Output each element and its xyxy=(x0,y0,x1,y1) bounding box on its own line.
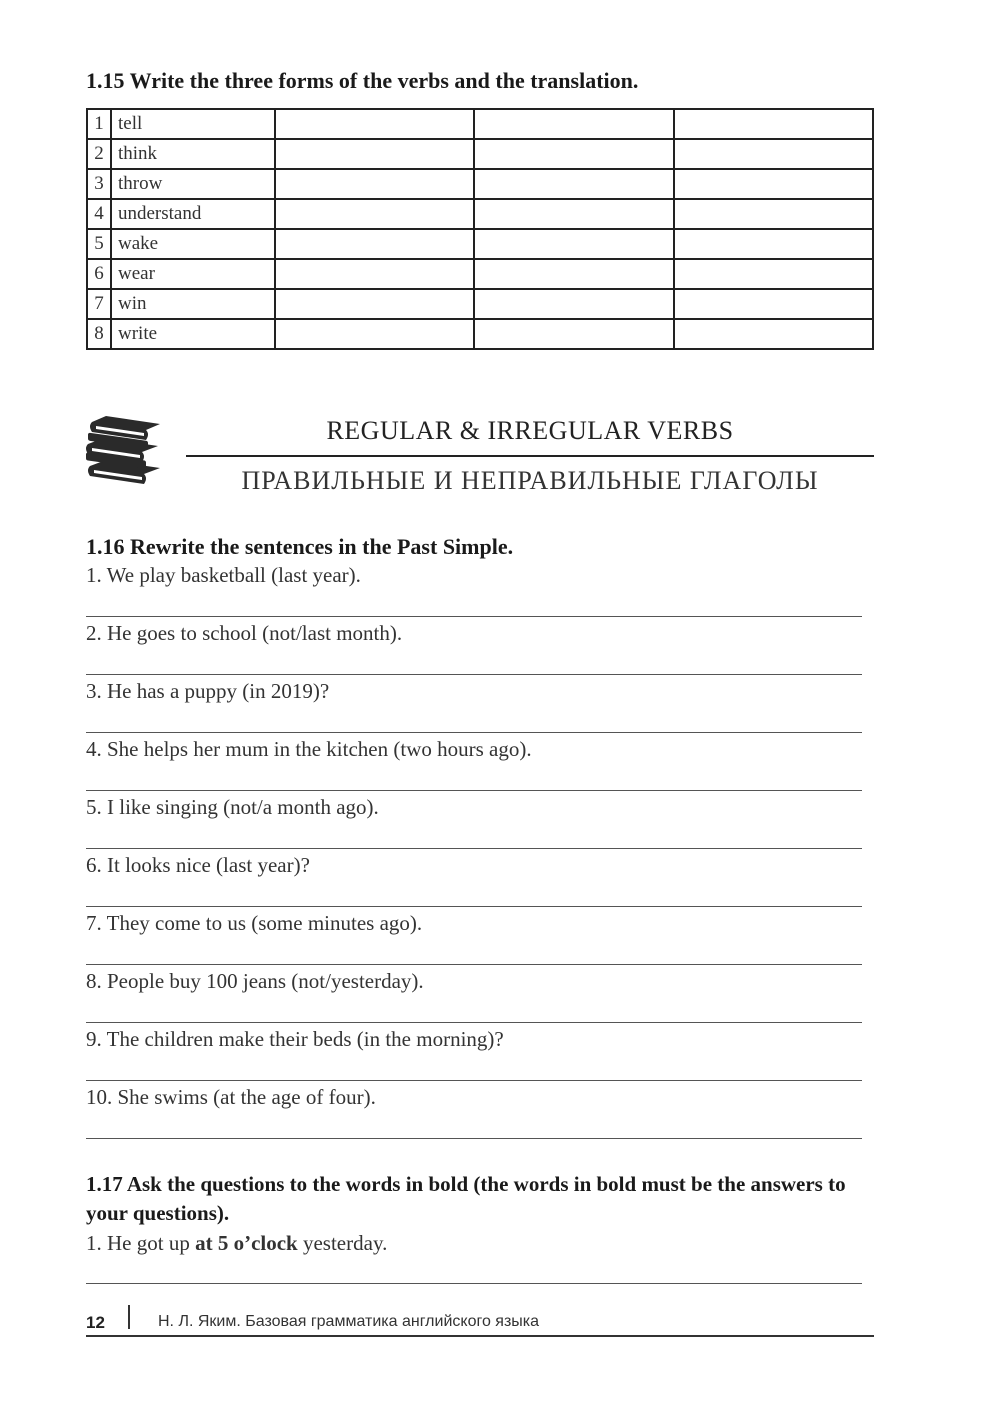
table-row xyxy=(87,139,873,169)
table-row xyxy=(87,169,873,199)
verb-cell: understand xyxy=(111,199,275,229)
sentence-6: 6. It looks nice (last year)? xyxy=(86,853,310,877)
answer-line-8[interactable] xyxy=(86,1022,862,1023)
footer-separator xyxy=(128,1305,130,1329)
verb-cell: tell xyxy=(111,109,275,139)
sentence-10: 10. She swims (at the age of four). xyxy=(86,1085,376,1109)
table-row xyxy=(87,229,873,259)
translation-cell[interactable] xyxy=(674,229,873,259)
answer-line-7[interactable] xyxy=(86,964,862,965)
verb-cell: think xyxy=(111,139,275,169)
sentence-8: 8. People buy 100 jeans (not/yesterday). xyxy=(86,969,424,993)
verb-cell: throw xyxy=(111,169,275,199)
sentence-7: 7. They come to us (some minutes ago). xyxy=(86,911,423,935)
past-simple-cell[interactable] xyxy=(275,259,474,289)
section-divider xyxy=(186,455,874,457)
row-number: 5 xyxy=(87,229,111,259)
translation-cell[interactable] xyxy=(674,319,873,349)
row-number: 8 xyxy=(87,319,111,349)
row-number: 2 xyxy=(87,139,111,169)
task-1-15-title: 1.15 Write the three forms of the verbs and the translation. xyxy=(86,68,639,93)
answer-line-10[interactable] xyxy=(86,1138,862,1139)
past-participle-cell[interactable] xyxy=(474,109,673,139)
verb-cell: write xyxy=(111,319,275,349)
translation-cell[interactable] xyxy=(674,139,873,169)
row-number: 3 xyxy=(87,169,111,199)
verb-cell: win xyxy=(111,289,275,319)
answer-line-6[interactable] xyxy=(86,906,862,907)
past-simple-cell[interactable] xyxy=(275,169,474,199)
table-row xyxy=(87,319,873,349)
past-simple-cell[interactable] xyxy=(275,289,474,319)
section-title-en: REGULAR & IRREGULAR VERBS xyxy=(326,416,734,445)
past-participle-cell[interactable] xyxy=(474,139,673,169)
section-title-ru: ПРАВИЛЬНЫЕ И НЕПРАВИЛЬНЫЕ ГЛАГОЛЫ xyxy=(241,466,819,495)
answer-line-1[interactable] xyxy=(86,616,862,617)
translation-cell[interactable] xyxy=(674,109,873,139)
past-simple-cell[interactable] xyxy=(275,199,474,229)
past-participle-cell[interactable] xyxy=(474,259,673,289)
past-participle-cell[interactable] xyxy=(474,319,673,349)
past-simple-cell[interactable] xyxy=(275,109,474,139)
past-participle-cell[interactable] xyxy=(474,169,673,199)
row-number: 7 xyxy=(87,289,111,319)
page-number: 12 xyxy=(86,1313,105,1332)
task-1-16-title: 1.16 Rewrite the sentences in the Past Simple. xyxy=(86,534,514,559)
sentence-text: 1. He got up xyxy=(86,1231,196,1255)
past-simple-cell[interactable] xyxy=(275,319,474,349)
sentence-text: yesterday. xyxy=(297,1231,388,1255)
verb-cell: wake xyxy=(111,229,275,259)
table-row xyxy=(87,199,873,229)
footer-book-title: Н. Л. Яким. Базовая грамматика английского языка xyxy=(158,1313,540,1330)
sentence-3: 3. He has a puppy (in 2019)? xyxy=(86,679,330,703)
sentence-5: 5. I like singing (not/a month ago). xyxy=(86,795,379,819)
bold-answer: at 5 o’clock xyxy=(195,1231,298,1255)
verb-forms-table xyxy=(86,108,874,350)
past-participle-cell[interactable] xyxy=(474,229,673,259)
answer-line-5[interactable] xyxy=(86,848,862,849)
past-simple-cell[interactable] xyxy=(275,139,474,169)
sentence-4: 4. She helps her mum in the kitchen (two hours ago). xyxy=(86,737,532,761)
table-row xyxy=(87,109,873,139)
table-row xyxy=(87,259,873,289)
answer-line-4[interactable] xyxy=(86,790,862,791)
answer-line-3[interactable] xyxy=(86,732,862,733)
answer-line-2[interactable] xyxy=(86,674,862,675)
sentence-9: 9. The children make their beds (in the morning)? xyxy=(86,1027,504,1051)
translation-cell[interactable] xyxy=(674,259,873,289)
answer-line-9[interactable] xyxy=(86,1080,862,1081)
row-number: 1 xyxy=(87,109,111,139)
task-1-17-sentence-1 xyxy=(86,1231,387,1256)
footer-rule xyxy=(86,1335,874,1337)
table-row xyxy=(87,289,873,319)
translation-cell[interactable] xyxy=(674,199,873,229)
past-participle-cell[interactable] xyxy=(474,199,673,229)
past-simple-cell[interactable] xyxy=(275,229,474,259)
answer-line-1-17[interactable] xyxy=(86,1283,862,1284)
row-number: 4 xyxy=(87,199,111,229)
row-number: 6 xyxy=(87,259,111,289)
task-1-17-title: 1.17 Ask the questions to the words in bold (the words in bold must be the answers to your questions). xyxy=(86,1172,846,1225)
past-participle-cell[interactable] xyxy=(474,289,673,319)
sentence-1: 1. We play basketball (last year). xyxy=(86,563,361,587)
translation-cell[interactable] xyxy=(674,289,873,319)
verb-cell: wear xyxy=(111,259,275,289)
translation-cell[interactable] xyxy=(674,169,873,199)
books-stack-icon xyxy=(84,414,170,496)
sentence-2: 2. He goes to school (not/last month). xyxy=(86,621,403,645)
